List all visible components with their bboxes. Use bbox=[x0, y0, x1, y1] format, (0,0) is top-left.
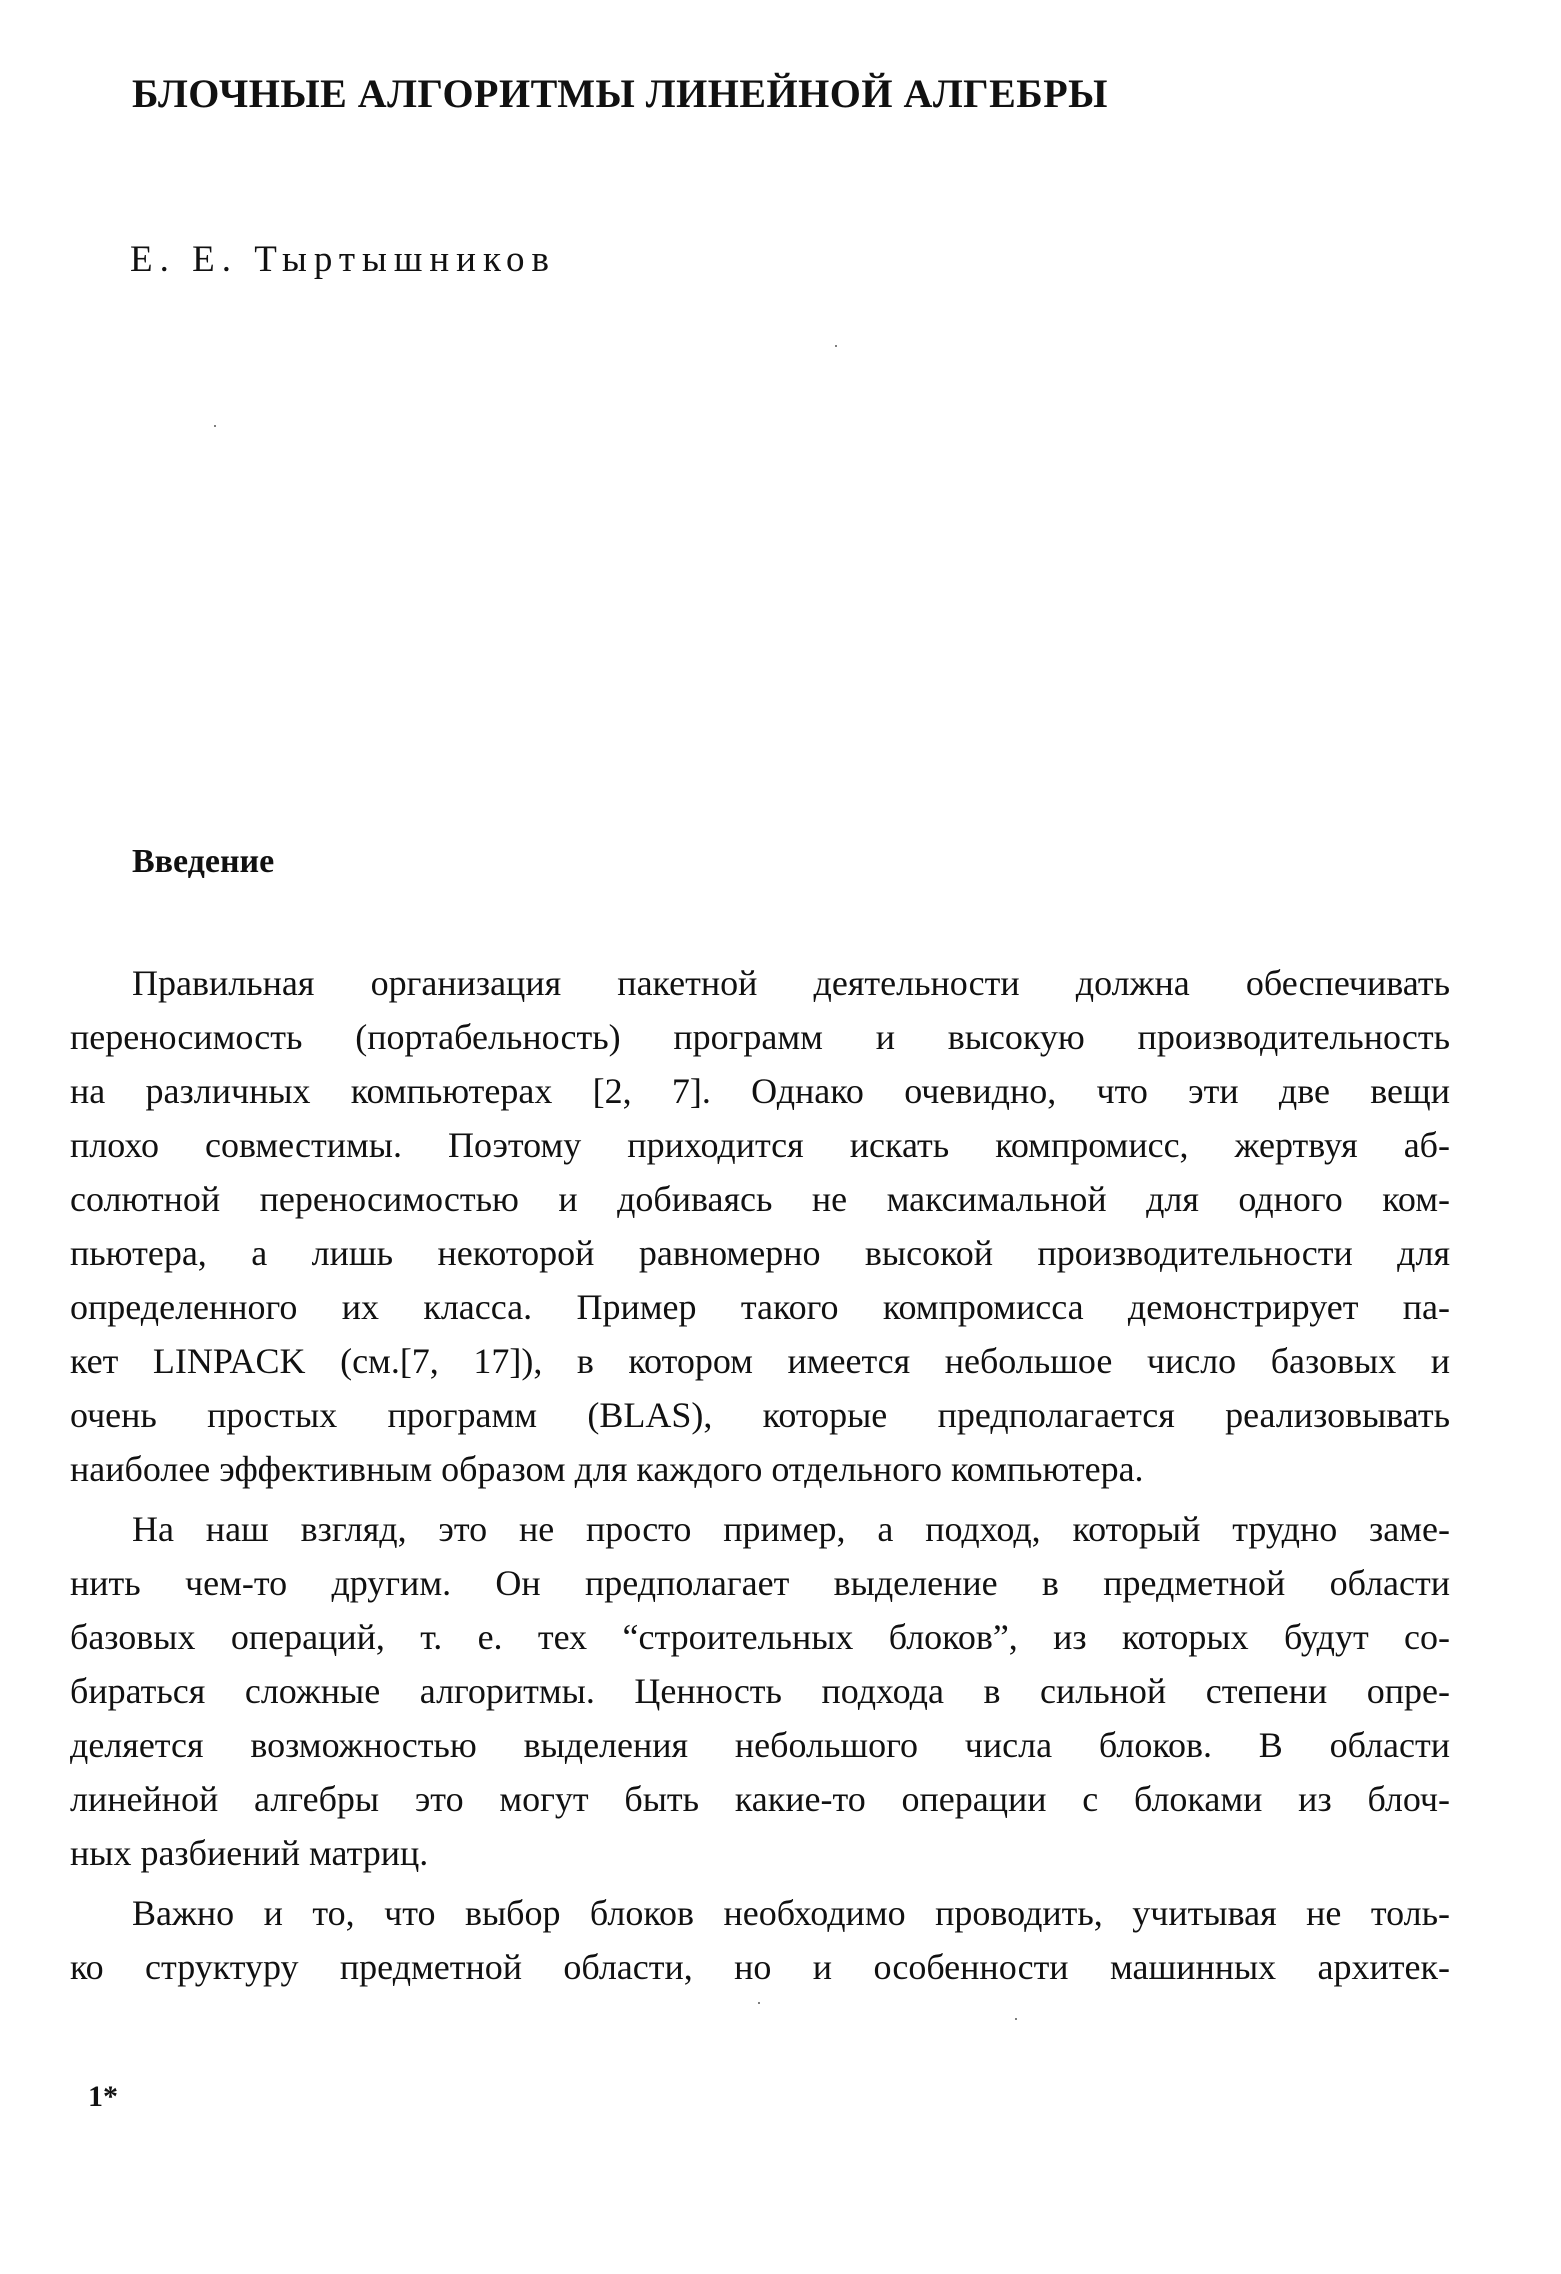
text-line: бираться сложные алгоритмы. Ценность подхода в сильной степени опре- bbox=[70, 1671, 1450, 1711]
scan-speck bbox=[214, 425, 216, 427]
text-line: на различных компьютерах [2, 7]. Однако очевидно, что эти две вещи bbox=[70, 1071, 1450, 1111]
text-line: кет LINPACK (см.[7, 17]), в котором имеется небольшое число базовых и bbox=[70, 1341, 1450, 1381]
text-line: солютной переносимостью и добиваясь не максимальной для одного ком- bbox=[70, 1179, 1450, 1219]
text-line: На наш взгляд, это не просто пример, а подход, который трудно заме- bbox=[132, 1509, 1450, 1549]
author-name: Е. Е. Тыртышников bbox=[130, 239, 557, 280]
text-line: Важно и то, что выбор блоков необходимо проводить, учитывая не толь- bbox=[132, 1893, 1450, 1933]
text-line: нить чем-то другим. Он предполагает выделение в предметной области bbox=[70, 1563, 1450, 1603]
text-line: Правильная организация пакетной деятельности должна обеспечивать bbox=[132, 963, 1450, 1003]
paragraph-2 bbox=[70, 1502, 1450, 1880]
paper-title: БЛОЧНЫЕ АЛГОРИТМЫ ЛИНЕЙНОЙ АЛГЕБРЫ bbox=[132, 71, 1108, 116]
paragraph-1 bbox=[70, 956, 1450, 1496]
scan-speck bbox=[758, 2002, 760, 2004]
text-line: ко структуру предметной области, но и особенности машинных архитек- bbox=[70, 1947, 1450, 1987]
page-marker: 1* bbox=[88, 2080, 118, 2113]
text-line: пьютера, а лишь некоторой равномерно высокой производительности для bbox=[70, 1233, 1450, 1273]
text-line: линейной алгебры это могут быть какие-то операции с блоками из блоч- bbox=[70, 1779, 1450, 1819]
scan-speck bbox=[835, 345, 837, 347]
text-line: наиболее эффективным образом для каждого отдельного компьютера. bbox=[70, 1449, 1144, 1489]
text-line: базовых операций, т. е. тех “строительных блоков”, из которых будут со- bbox=[70, 1617, 1450, 1657]
text-line: очень простых программ (BLAS), которые предполагается реализовывать bbox=[70, 1395, 1450, 1435]
section-heading-introduction: Введение bbox=[132, 843, 275, 880]
body-text bbox=[70, 956, 1450, 2000]
paragraph-3 bbox=[70, 1886, 1450, 1994]
scan-speck bbox=[1015, 2018, 1017, 2020]
text-line: ных разбиений матриц. bbox=[70, 1833, 429, 1873]
text-line: плохо совместимы. Поэтому приходится искать компромисс, жертвуя аб- bbox=[70, 1125, 1450, 1165]
text-line: переносимость (портабельность) программ и высокую производительность bbox=[70, 1017, 1450, 1057]
text-line: деляется возможностью выделения небольшого числа блоков. В области bbox=[70, 1725, 1450, 1765]
text-line: определенного их класса. Пример такого компромисса демонстрирует па- bbox=[70, 1287, 1450, 1327]
